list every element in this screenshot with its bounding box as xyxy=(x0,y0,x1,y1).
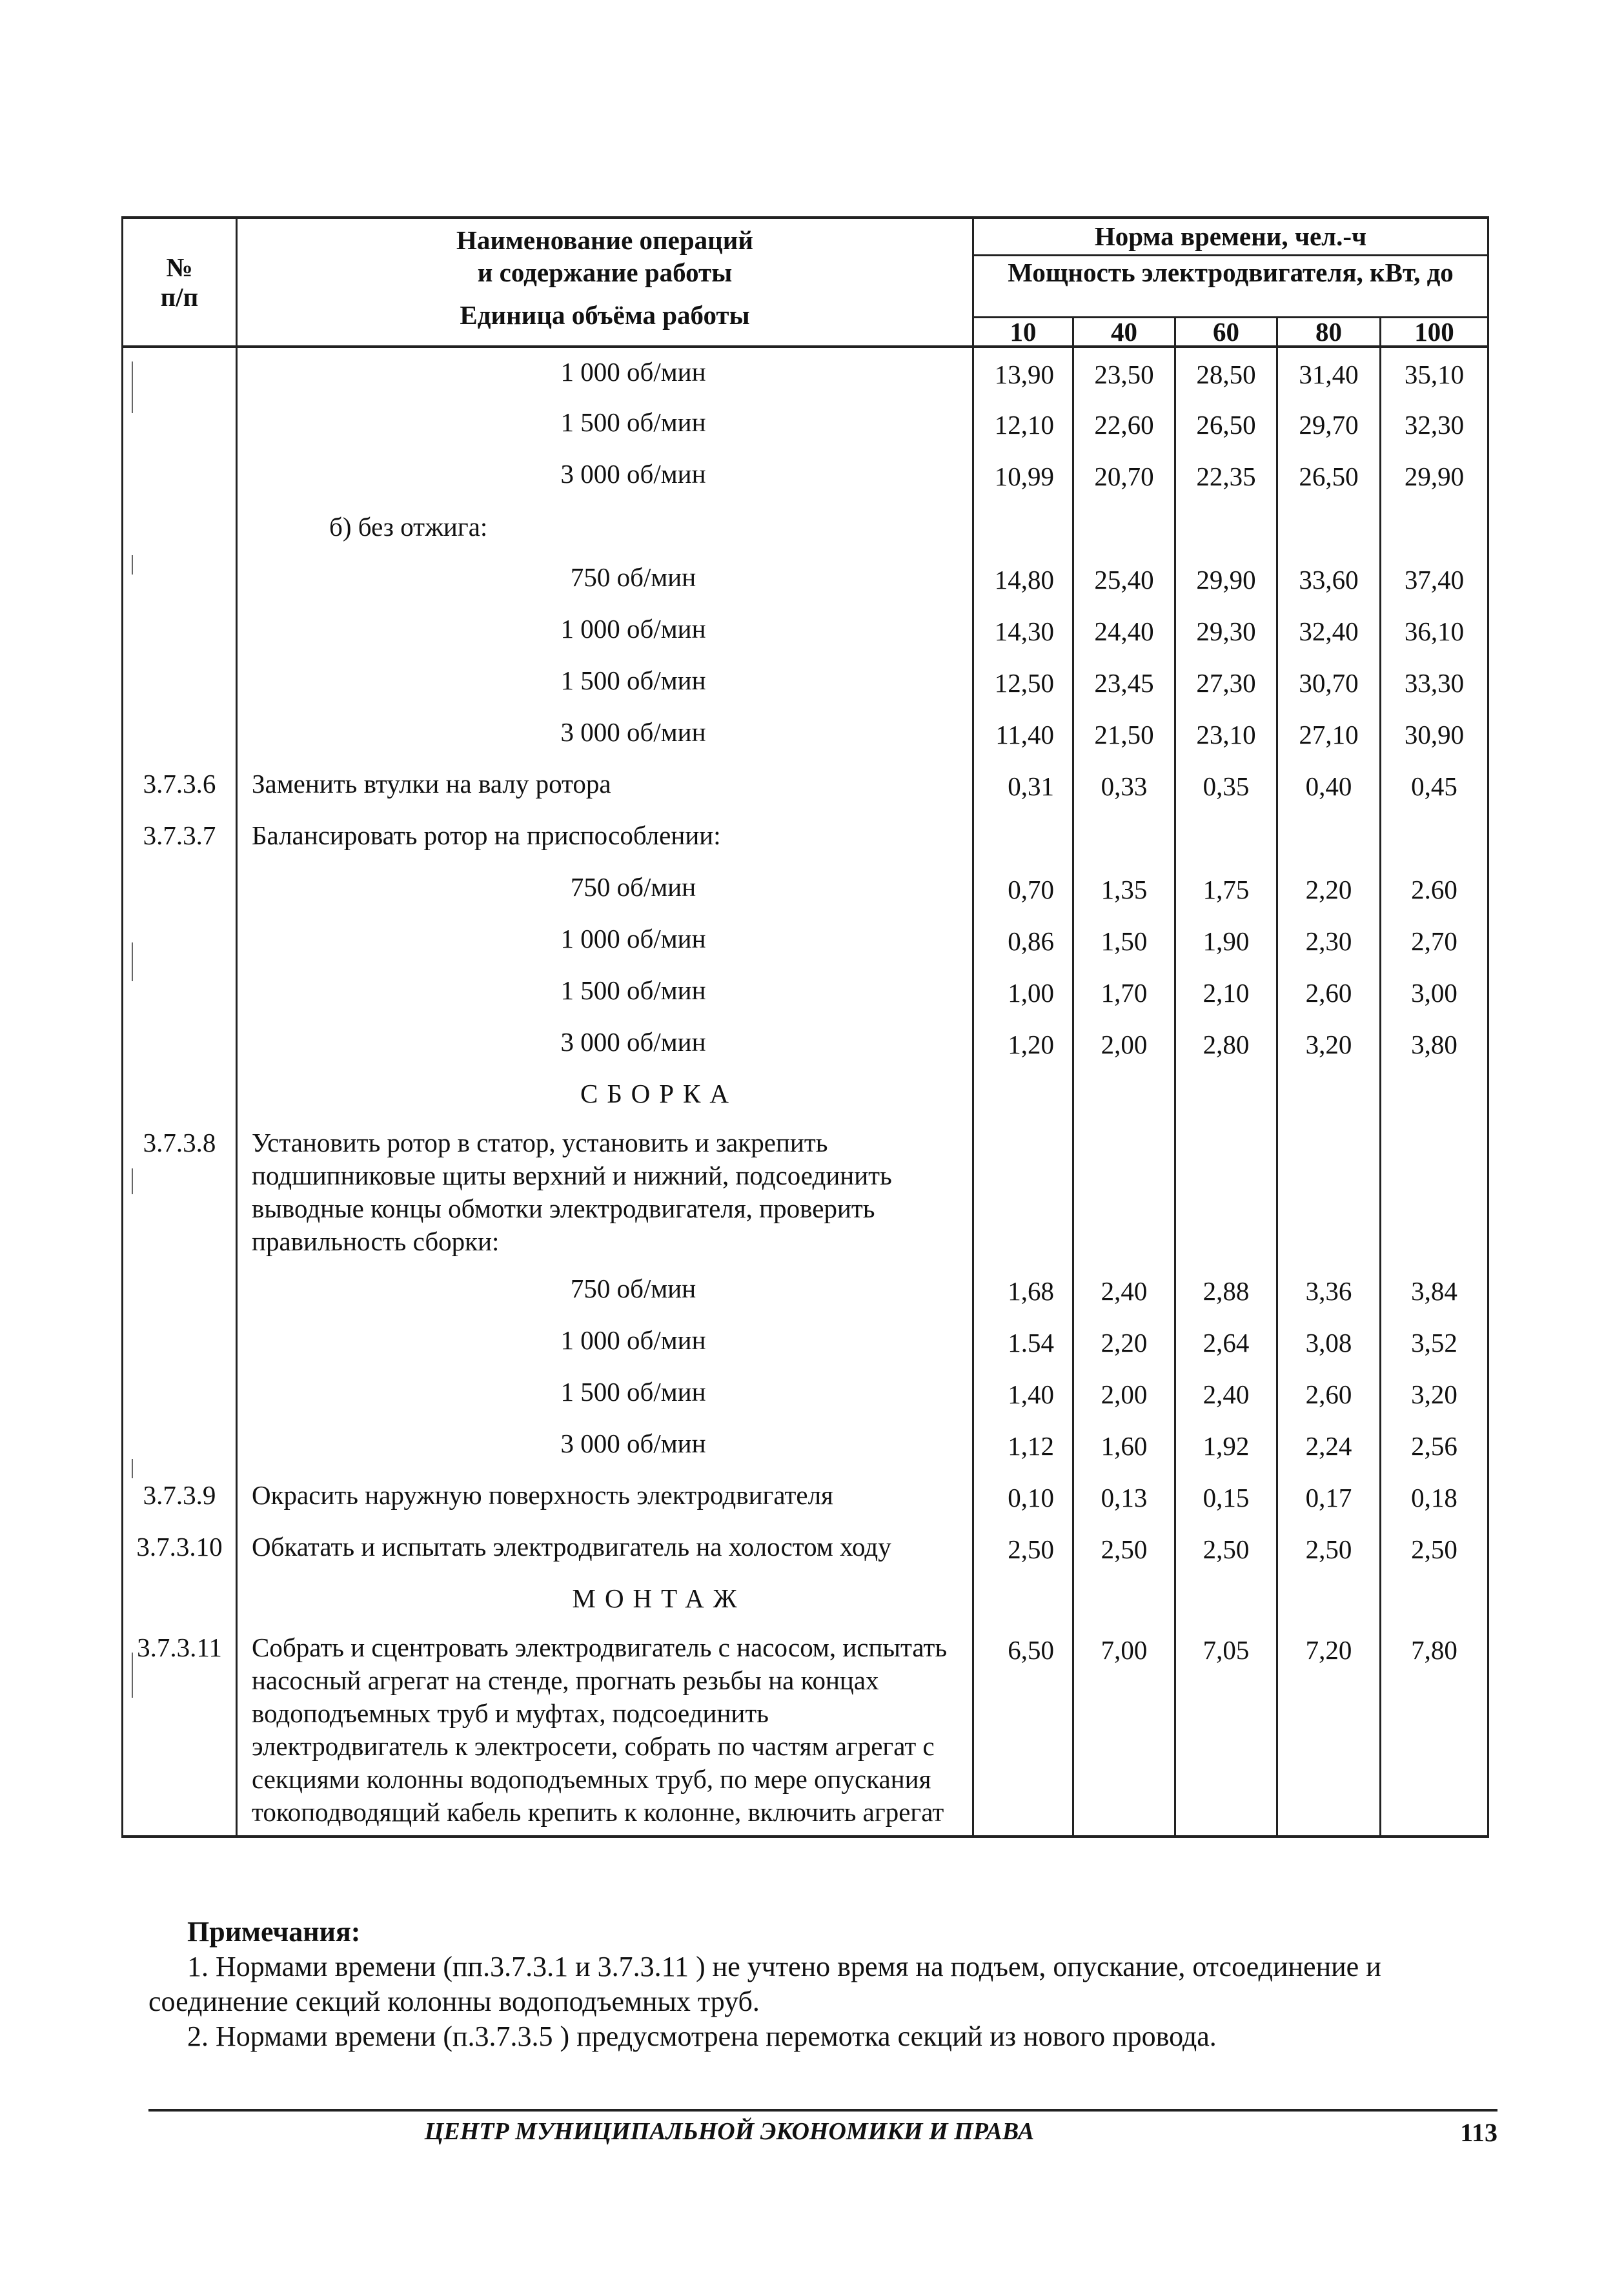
row-value-100kw xyxy=(1381,1119,1488,1265)
header-norm: Норма времени, чел.-ч xyxy=(973,218,1488,255)
table-row xyxy=(123,1018,1488,1070)
row-value-10kw: 1.54 xyxy=(973,1316,1073,1368)
row-number: 3.7.3.10 xyxy=(123,1523,237,1574)
row-value-60kw: 7,05 xyxy=(1175,1623,1277,1837)
row-value-80kw xyxy=(1277,1119,1381,1265)
row-value-60kw: 26,50 xyxy=(1175,398,1277,450)
row-value-10kw: 12,10 xyxy=(973,398,1073,450)
table-row xyxy=(123,1265,1488,1316)
header-num: № п/п xyxy=(123,218,237,347)
row-value-10kw: 0,70 xyxy=(973,863,1073,915)
row-value-60kw: 28,50 xyxy=(1175,347,1277,398)
row-value-80kw xyxy=(1277,1574,1381,1623)
row-value-100kw: 2,50 xyxy=(1381,1523,1488,1574)
row-value-10kw: 0,10 xyxy=(973,1471,1073,1523)
row-value-60kw xyxy=(1175,1070,1277,1119)
row-value-40kw: 20,70 xyxy=(1073,450,1175,502)
row-operation-cell xyxy=(237,553,973,605)
row-value-80kw xyxy=(1277,811,1381,863)
row-value-10kw xyxy=(973,811,1073,863)
row-value-80kw: 2,30 xyxy=(1277,915,1381,966)
row-value-100kw: 0,45 xyxy=(1381,760,1488,811)
table-row xyxy=(123,966,1488,1018)
row-value-10kw: 11,40 xyxy=(973,708,1073,760)
row-unit: 750 об/мин xyxy=(570,1274,696,1303)
row-value-80kw: 31,40 xyxy=(1277,347,1381,398)
row-operation: Обкатать и испытать электродвигатель на холостом ходу xyxy=(252,1532,891,1562)
row-value-40kw: 1,60 xyxy=(1073,1420,1175,1471)
row-value-10kw: 1,00 xyxy=(973,966,1073,1018)
row-operation-cell xyxy=(237,657,973,708)
row-value-80kw: 2,50 xyxy=(1277,1523,1381,1574)
row-value-80kw: 27,10 xyxy=(1277,708,1381,760)
row-unit: 3 000 об/мин xyxy=(560,1429,706,1458)
row-value-100kw: 3,80 xyxy=(1381,1018,1488,1070)
row-value-40kw: 24,40 xyxy=(1073,605,1175,657)
row-operation-cell xyxy=(237,1368,973,1420)
row-operation-cell xyxy=(237,915,973,966)
row-value-60kw: 23,10 xyxy=(1175,708,1277,760)
row-number xyxy=(123,1574,237,1623)
row-unit: 3 000 об/мин xyxy=(560,1027,706,1057)
row-value-10kw: 14,30 xyxy=(973,605,1073,657)
row-value-60kw: 29,30 xyxy=(1175,605,1277,657)
row-value-10kw: 1,12 xyxy=(973,1420,1073,1471)
row-value-10kw xyxy=(973,1070,1073,1119)
row-operation-cell xyxy=(237,1574,973,1623)
header-power-80: 80 xyxy=(1277,317,1381,347)
row-value-40kw: 21,50 xyxy=(1073,708,1175,760)
section-title: МОНТАЖ xyxy=(572,1583,746,1613)
row-value-10kw: 10,99 xyxy=(973,450,1073,502)
row-unit: 1 500 об/мин xyxy=(560,407,706,437)
row-value-10kw: 1,20 xyxy=(973,1018,1073,1070)
row-value-100kw: 33,30 xyxy=(1381,657,1488,708)
row-value-60kw: 22,35 xyxy=(1175,450,1277,502)
row-number xyxy=(123,605,237,657)
row-value-10kw: 14,80 xyxy=(973,553,1073,605)
row-value-40kw: 1,35 xyxy=(1073,863,1175,915)
table-row xyxy=(123,760,1488,811)
row-operation: б) без отжига: xyxy=(329,512,488,542)
row-operation-cell xyxy=(237,450,973,502)
row-operation-cell xyxy=(237,811,973,863)
header-name xyxy=(237,218,973,347)
table-row xyxy=(123,398,1488,450)
row-operation: Окрасить наружную поверхность электродвигателя xyxy=(252,1480,833,1510)
table-row xyxy=(123,553,1488,605)
row-operation: Собрать и сцентровать электродвигатель с насосом, испытать насосный агрегат на стенде, прогнать резьбы на концах водоподъемных труб и муфтах, подсоединить электродвигатель к электросети, собрать по частям агрегат с секциями колонны водоподъемных труб, по мере опускания токоподводящий кабель крепить к колонне, включить агрегат xyxy=(252,1633,948,1827)
row-number: 3.7.3.6 xyxy=(123,760,237,811)
row-unit: 1 000 об/мин xyxy=(560,614,706,644)
table-row xyxy=(123,502,1488,553)
table-row xyxy=(123,1471,1488,1523)
row-value-60kw: 2,50 xyxy=(1175,1523,1277,1574)
row-value-40kw: 1,50 xyxy=(1073,915,1175,966)
row-value-80kw: 0,40 xyxy=(1277,760,1381,811)
row-value-40kw: 0,33 xyxy=(1073,760,1175,811)
row-number xyxy=(123,1368,237,1420)
table-row xyxy=(123,1623,1488,1837)
row-number xyxy=(123,450,237,502)
row-number: 3.7.3.9 xyxy=(123,1471,237,1523)
row-value-10kw: 0,31 xyxy=(973,760,1073,811)
header-name-line1: Наименование операций xyxy=(456,225,754,255)
row-value-100kw: 7,80 xyxy=(1381,1623,1488,1837)
row-value-40kw xyxy=(1073,1070,1175,1119)
row-unit: 750 об/мин xyxy=(570,872,696,902)
table-row xyxy=(123,657,1488,708)
row-value-40kw: 2,00 xyxy=(1073,1368,1175,1420)
row-number: 3.7.3.11 xyxy=(123,1623,237,1837)
row-value-40kw: 0,13 xyxy=(1073,1471,1175,1523)
table-row xyxy=(123,708,1488,760)
row-value-60kw: 1,75 xyxy=(1175,863,1277,915)
row-number: 3.7.3.7 xyxy=(123,811,237,863)
table-body xyxy=(123,347,1488,1837)
row-value-10kw: 2,50 xyxy=(973,1523,1073,1574)
row-value-80kw: 2,60 xyxy=(1277,966,1381,1018)
row-value-10kw xyxy=(973,502,1073,553)
row-number xyxy=(123,398,237,450)
row-value-60kw xyxy=(1175,811,1277,863)
row-operation-cell xyxy=(237,760,973,811)
row-value-40kw: 23,50 xyxy=(1073,347,1175,398)
footer-org: ЦЕНТР МУНИЦИПАЛЬНОЙ ЭКОНОМИКИ И ПРАВА xyxy=(424,2118,1035,2145)
row-number xyxy=(123,915,237,966)
table-row xyxy=(123,1420,1488,1471)
table-row xyxy=(123,1119,1488,1265)
row-value-10kw: 1,40 xyxy=(973,1368,1073,1420)
row-value-60kw xyxy=(1175,502,1277,553)
row-value-40kw: 2,40 xyxy=(1073,1265,1175,1316)
table-row xyxy=(123,347,1488,398)
row-value-40kw: 2,50 xyxy=(1073,1523,1175,1574)
row-number xyxy=(123,1265,237,1316)
table-row xyxy=(123,1316,1488,1368)
row-value-80kw xyxy=(1277,502,1381,553)
row-value-60kw: 29,90 xyxy=(1175,553,1277,605)
row-value-80kw xyxy=(1277,1070,1381,1119)
table-row xyxy=(123,863,1488,915)
row-number xyxy=(123,347,237,398)
row-value-40kw xyxy=(1073,1119,1175,1265)
row-value-60kw: 2,88 xyxy=(1175,1265,1277,1316)
header-power: Мощность электродвигателя, кВт, до xyxy=(973,255,1488,317)
row-value-40kw xyxy=(1073,502,1175,553)
row-value-40kw xyxy=(1073,1574,1175,1623)
row-value-60kw: 0,15 xyxy=(1175,1471,1277,1523)
row-value-60kw: 2,64 xyxy=(1175,1316,1277,1368)
table-row xyxy=(123,1574,1488,1623)
row-value-40kw: 7,00 xyxy=(1073,1623,1175,1837)
row-number: 3.7.3.8 xyxy=(123,1119,237,1265)
header-power-10: 10 xyxy=(973,317,1073,347)
row-unit: 1 000 об/мин xyxy=(560,1325,706,1355)
row-operation-cell xyxy=(237,347,973,398)
row-value-100kw: 30,90 xyxy=(1381,708,1488,760)
footer-rule xyxy=(148,2109,1497,2112)
row-value-100kw: 29,90 xyxy=(1381,450,1488,502)
row-value-80kw: 3,08 xyxy=(1277,1316,1381,1368)
row-unit: 1 000 об/мин xyxy=(560,357,706,387)
row-value-100kw xyxy=(1381,1574,1488,1623)
row-operation-cell xyxy=(237,1070,973,1119)
row-value-10kw: 13,90 xyxy=(973,347,1073,398)
row-value-10kw: 1,68 xyxy=(973,1265,1073,1316)
row-number xyxy=(123,1070,237,1119)
row-operation-cell xyxy=(237,1420,973,1471)
row-value-40kw: 1,70 xyxy=(1073,966,1175,1018)
row-number xyxy=(123,1316,237,1368)
table-row xyxy=(123,1523,1488,1574)
row-value-80kw: 2,24 xyxy=(1277,1420,1381,1471)
row-value-60kw xyxy=(1175,1119,1277,1265)
row-operation-cell xyxy=(237,398,973,450)
row-operation-cell xyxy=(237,1265,973,1316)
row-value-10kw: 0,86 xyxy=(973,915,1073,966)
row-value-40kw: 2,00 xyxy=(1073,1018,1175,1070)
row-value-100kw: 36,10 xyxy=(1381,605,1488,657)
row-operation-cell xyxy=(237,1523,973,1574)
row-operation-cell xyxy=(237,1316,973,1368)
row-value-80kw: 30,70 xyxy=(1277,657,1381,708)
row-number xyxy=(123,708,237,760)
row-unit: 3 000 об/мин xyxy=(560,717,706,747)
row-unit: 1 500 об/мин xyxy=(560,975,706,1005)
row-value-80kw: 2,60 xyxy=(1277,1368,1381,1420)
row-number xyxy=(123,966,237,1018)
notes xyxy=(148,1915,1497,2054)
row-number xyxy=(123,657,237,708)
table-row xyxy=(123,1070,1488,1119)
page-number: 113 xyxy=(1460,2118,1497,2147)
row-number xyxy=(123,863,237,915)
notes-title: Примечания: xyxy=(187,1916,361,1948)
row-value-60kw: 1,92 xyxy=(1175,1420,1277,1471)
table-row xyxy=(123,605,1488,657)
table-row xyxy=(123,811,1488,863)
row-value-60kw: 2,40 xyxy=(1175,1368,1277,1420)
row-operation-cell xyxy=(237,1119,973,1265)
row-value-100kw: 3,00 xyxy=(1381,966,1488,1018)
row-value-40kw: 23,45 xyxy=(1073,657,1175,708)
row-unit: 1 000 об/мин xyxy=(560,924,706,953)
row-value-100kw: 3,52 xyxy=(1381,1316,1488,1368)
row-unit: 1 500 об/мин xyxy=(560,666,706,695)
row-value-80kw: 26,50 xyxy=(1277,450,1381,502)
row-value-100kw: 3,84 xyxy=(1381,1265,1488,1316)
row-unit: 750 об/мин xyxy=(570,562,696,592)
row-value-60kw: 0,35 xyxy=(1175,760,1277,811)
row-value-100kw: 37,40 xyxy=(1381,553,1488,605)
note-1: 1. Нормами времени (пп.3.7.3.1 и 3.7.3.11 ) не учтено время на подъем, опускание, отсоединение и соединение секций колонны водоподъемных труб. xyxy=(148,1951,1381,2017)
row-operation-cell xyxy=(237,1018,973,1070)
row-value-10kw: 12,50 xyxy=(973,657,1073,708)
note-2: 2. Нормами времени (п.3.7.3.5 ) предусмотрена перемотка секций из нового провода. xyxy=(187,2020,1217,2052)
header-power-60: 60 xyxy=(1175,317,1277,347)
row-operation-cell xyxy=(237,605,973,657)
row-operation: Балансировать ротор на приспособлении: xyxy=(252,820,721,850)
row-value-40kw: 25,40 xyxy=(1073,553,1175,605)
row-unit: 3 000 об/мин xyxy=(560,459,706,489)
row-value-100kw xyxy=(1381,502,1488,553)
row-value-40kw xyxy=(1073,811,1175,863)
row-value-100kw xyxy=(1381,811,1488,863)
header-unit: Единица объёма работы xyxy=(460,300,750,330)
section-title: СБОРКА xyxy=(580,1079,738,1108)
row-value-40kw: 22,60 xyxy=(1073,398,1175,450)
row-value-100kw: 2,70 xyxy=(1381,915,1488,966)
row-value-100kw xyxy=(1381,1070,1488,1119)
row-value-60kw: 2,10 xyxy=(1175,966,1277,1018)
row-value-10kw xyxy=(973,1119,1073,1265)
row-value-80kw: 32,40 xyxy=(1277,605,1381,657)
row-operation: Заменить втулки на валу ротора xyxy=(252,769,611,799)
table-row xyxy=(123,915,1488,966)
table-row xyxy=(123,450,1488,502)
row-value-80kw: 3,20 xyxy=(1277,1018,1381,1070)
row-value-80kw: 0,17 xyxy=(1277,1471,1381,1523)
row-number xyxy=(123,502,237,553)
row-value-60kw: 27,30 xyxy=(1175,657,1277,708)
row-operation: Установить ротор в статор, установить и закрепить подшипниковые щиты верхний и нижний, подсоединить выводные концы обмотки электродвигателя, проверить правильность сборки: xyxy=(252,1128,892,1256)
row-value-100kw: 2.60 xyxy=(1381,863,1488,915)
row-value-100kw: 32,30 xyxy=(1381,398,1488,450)
row-number xyxy=(123,1018,237,1070)
row-number xyxy=(123,1420,237,1471)
row-value-100kw: 3,20 xyxy=(1381,1368,1488,1420)
norm-table xyxy=(121,216,1489,1838)
row-unit: 1 500 об/мин xyxy=(560,1377,706,1407)
row-operation-cell xyxy=(237,863,973,915)
table-header xyxy=(123,218,1488,347)
header-power-40: 40 xyxy=(1073,317,1175,347)
row-number xyxy=(123,553,237,605)
row-operation-cell xyxy=(237,1623,973,1837)
row-value-10kw: 6,50 xyxy=(973,1623,1073,1837)
row-value-100kw: 2,56 xyxy=(1381,1420,1488,1471)
header-name-line2: и содержание работы xyxy=(477,258,733,287)
row-value-80kw: 33,60 xyxy=(1277,553,1381,605)
row-value-80kw: 3,36 xyxy=(1277,1265,1381,1316)
header-power-100: 100 xyxy=(1381,317,1488,347)
row-value-40kw: 2,20 xyxy=(1073,1316,1175,1368)
table-row xyxy=(123,1368,1488,1420)
row-operation-cell xyxy=(237,1471,973,1523)
row-value-60kw xyxy=(1175,1574,1277,1623)
row-value-60kw: 1,90 xyxy=(1175,915,1277,966)
row-operation-cell xyxy=(237,708,973,760)
row-value-100kw: 35,10 xyxy=(1381,347,1488,398)
row-value-10kw xyxy=(973,1574,1073,1623)
row-value-80kw: 29,70 xyxy=(1277,398,1381,450)
row-value-60kw: 2,80 xyxy=(1175,1018,1277,1070)
row-operation-cell xyxy=(237,966,973,1018)
row-value-100kw: 0,18 xyxy=(1381,1471,1488,1523)
row-value-80kw: 2,20 xyxy=(1277,863,1381,915)
row-value-80kw: 7,20 xyxy=(1277,1623,1381,1837)
row-operation-cell xyxy=(237,502,973,553)
